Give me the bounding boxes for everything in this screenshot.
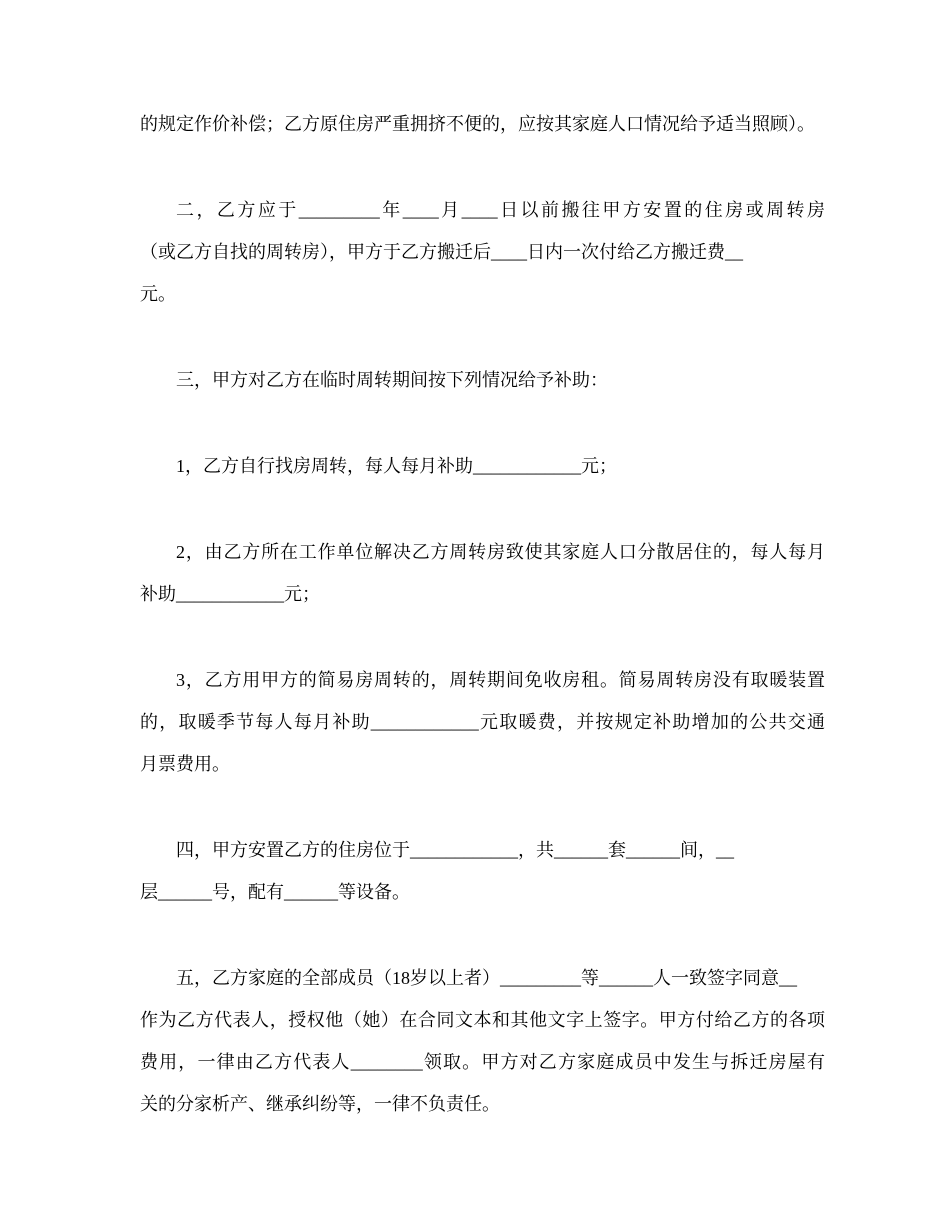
document-line: 元。 [140,284,176,304]
document-line: 四，甲方安置乙方的住房位于____________，共______套______间，__ [176,840,734,860]
paragraph [140,829,825,913]
document-line: 1，乙方自行找房周转，每人每月补助____________元； [176,456,617,476]
document-line: （或乙方自找的周转房），甲方于乙方搬迁后____日内一次付给乙方搬迁费__ [140,242,743,262]
paragraph [140,189,825,315]
document-line: 二，乙方应于_________年____月____日以前搬往甲方安置的住房或周转房 [176,200,825,220]
paragraph [140,957,825,1125]
paragraph [140,103,825,145]
document-line: 月票费用。 [140,754,230,774]
paragraph [140,531,825,615]
paragraph [140,659,825,785]
document-line: 费用，一律由乙方代表人________领取。甲方对乙方家庭成员中发生与拆迁房屋有 [140,1052,825,1072]
document-line: 的规定作价补偿；乙方原住房严重拥挤不便的，应按其家庭人口情况给予适当照顾）。 [140,114,815,134]
document-line: 的，取暖季节每人每月补助____________元取暖费，并按规定补助增加的公共交通 [140,712,825,732]
document-line: 层______号，配有______等设备。 [140,882,410,902]
document-line: 关的分家析产、继承纠纷等，一律不负责任。 [140,1094,500,1114]
document-line: 2，由乙方所在工作单位解决乙方周转房致使其家庭人口分散居住的，每人每月 [176,542,825,562]
paragraph [140,445,825,487]
paragraph [140,359,825,401]
document-line: 五，乙方家庭的全部成员（18岁以上者）_________等______人一致签字同意__ [176,968,797,988]
document-line: 3，乙方用甲方的简易房周转的，周转期间免收房租。简易周转房没有取暖装置 [176,670,825,690]
document-line: 三，甲方对乙方在临时周转期间按下列情况给予补助： [176,370,608,390]
document-line: 作为乙方代表人，授权他（她）在合同文本和其他文字上签字。甲方付给乙方的各项 [140,1010,825,1030]
contract-document [140,103,825,1125]
document-line: 补助____________元； [140,584,320,604]
